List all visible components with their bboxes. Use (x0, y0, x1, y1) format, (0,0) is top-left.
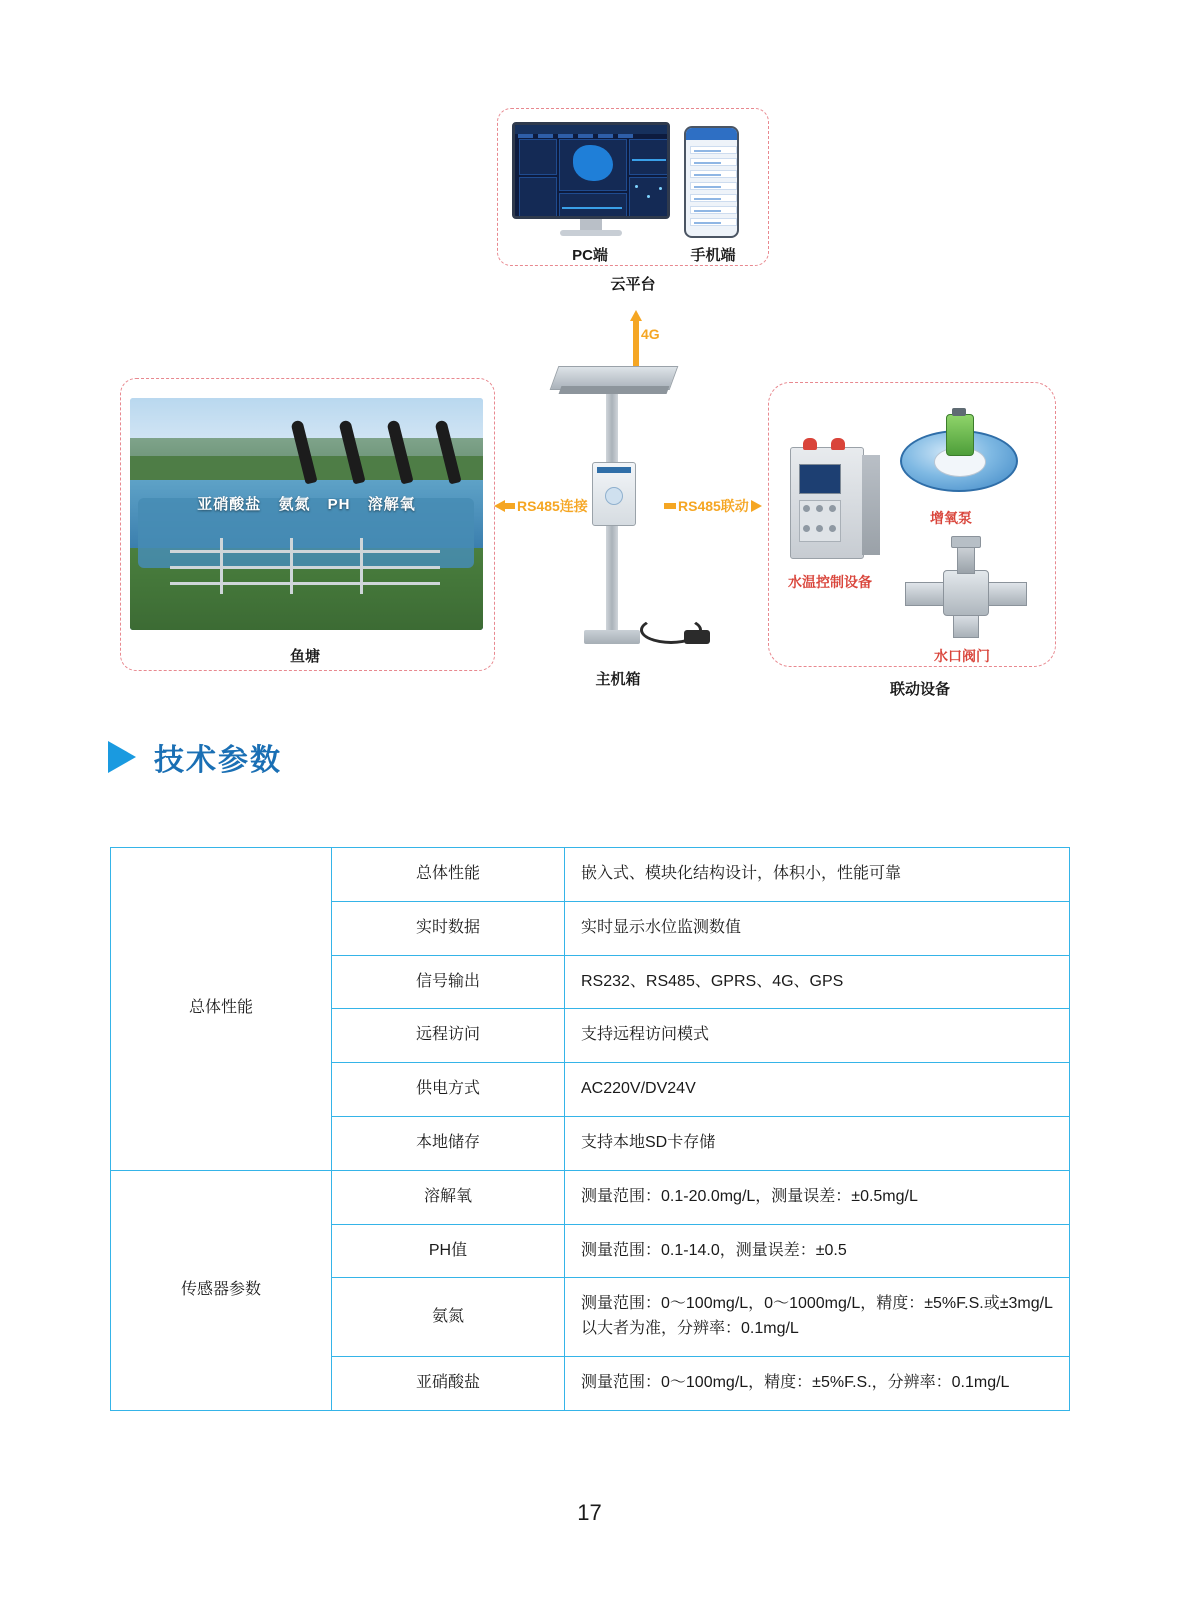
dashboard-dot (635, 185, 638, 188)
param-key: 总体性能 (332, 848, 565, 902)
param-key: 溶解氧 (332, 1170, 565, 1224)
phone-list-item (690, 194, 737, 202)
param-key: 远程访问 (332, 1009, 565, 1063)
section-title: 技术参数 (154, 744, 282, 777)
label-4g: 4G (641, 326, 660, 342)
phone-label: 手机端 (690, 247, 736, 264)
dock-rail (170, 566, 440, 569)
phone-list-item (690, 218, 737, 226)
param-value: 测量范围：0.1-14.0，测量误差：±0.5 (565, 1224, 1070, 1278)
power-cable-icon (640, 612, 710, 648)
valve-pipe-right (983, 582, 1027, 606)
dock-rail (170, 582, 440, 585)
dashboard-chart-line (562, 207, 622, 209)
mobile-phone-illustration (684, 126, 739, 238)
param-value: 测量范围：0.1-20.0mg/L，测量误差：±0.5mg/L (565, 1170, 1070, 1224)
dashboard-panel (519, 139, 557, 175)
page-number: 17 (577, 1500, 602, 1525)
pond-label-nitrite: 亚硝酸盐 (197, 496, 262, 513)
pc-label: PC端 (572, 247, 608, 264)
phone-body (684, 126, 739, 238)
fish-pond-photo (130, 398, 483, 630)
param-value: AC220V/DV24V (565, 1063, 1070, 1117)
dashboard-panel (629, 177, 670, 219)
param-key: 本地储存 (332, 1116, 565, 1170)
param-key: 氨氮 (332, 1278, 565, 1357)
aerator-motor-cap (952, 408, 966, 416)
pond-label-ph: PH (327, 496, 351, 513)
table-row (111, 848, 1070, 902)
dashboard-map (573, 145, 613, 181)
linkage-devices-caption: 联动设备 (889, 681, 950, 698)
host-control-box (592, 462, 636, 526)
param-value: 支持远程访问模式 (565, 1009, 1070, 1063)
dashboard-panel (519, 177, 557, 219)
host-box-header (597, 467, 631, 473)
solar-panel-edge (559, 386, 670, 394)
pole-base-foot (584, 630, 640, 644)
param-value: 嵌入式、模块化结构设计，体积小，性能可靠 (565, 848, 1070, 902)
table-row (111, 1170, 1070, 1224)
dock-rail (170, 550, 440, 553)
group-label-overall: 总体性能 (111, 848, 332, 1171)
dashboard-panel (559, 193, 627, 219)
system-architecture-diagram (0, 0, 1179, 720)
pond-label-do: 溶解氧 (367, 496, 416, 513)
water-temperature-controller-illustration (790, 447, 864, 559)
fish-pond-caption: 鱼塘 (289, 648, 320, 665)
section-header (108, 735, 282, 779)
dashboard-chart-line (632, 159, 666, 161)
water-valve-illustration (905, 540, 1025, 640)
alarm-lamp-icon (831, 438, 845, 450)
monitor-stand-base (560, 230, 622, 236)
dock-post (220, 538, 223, 594)
phone-list-item (690, 146, 737, 154)
controller-knob-panel (799, 500, 841, 542)
controller-side-body (862, 455, 880, 555)
alarm-lamp-icon (803, 438, 817, 450)
dashboard-topbar (515, 125, 667, 134)
pc-monitor-illustration (512, 122, 670, 240)
water-valve-label: 水口阀门 (934, 648, 990, 664)
phone-app-header (686, 128, 737, 140)
water-temperature-controller-label: 水温控制设备 (788, 574, 872, 590)
aerator-pump-illustration (900, 408, 1018, 494)
param-value: 测量范围：0～100mg/L，精度：±5%F.S.，分辨率：0.1mg/L (565, 1356, 1070, 1410)
controller-screen (799, 464, 841, 494)
rs485-linkage-label: RS485联动 (678, 498, 749, 514)
phone-list-item (690, 206, 737, 214)
group-label-sensor: 传感器参数 (111, 1170, 332, 1410)
pond-label-ammonia: 氨氮 (278, 496, 311, 513)
host-box-caption: 主机箱 (595, 671, 641, 688)
param-key: 信号输出 (332, 955, 565, 1009)
play-triangle-icon (108, 741, 136, 773)
param-value: 支持本地SD卡存储 (565, 1116, 1070, 1170)
cloud-platform-label: 云平台 (610, 276, 656, 293)
dashboard-dot (647, 195, 650, 198)
param-value: RS232、RS485、GPRS、4G、GPS (565, 955, 1070, 1009)
aerator-motor (946, 414, 974, 456)
phone-list-item (690, 170, 737, 178)
valve-body (943, 570, 989, 616)
param-key: 实时数据 (332, 901, 565, 955)
param-key: PH值 (332, 1224, 565, 1278)
technical-parameters-table (110, 847, 1070, 1411)
dock-post (360, 538, 363, 594)
param-value: 实时显示水位监测数值 (565, 901, 1070, 955)
dock-post (290, 538, 293, 594)
phone-list-item (690, 158, 737, 166)
dashboard-dot (659, 187, 662, 190)
param-key: 亚硝酸盐 (332, 1356, 565, 1410)
phone-list-item (690, 182, 737, 190)
monitor-screen (512, 122, 670, 219)
param-key: 供电方式 (332, 1063, 565, 1117)
aerator-pump-label: 增氧泵 (930, 510, 972, 526)
param-value: 测量范围：0～100mg/L，0～1000mg/L，精度：±5%F.S.或±3mg/L以大者为准，分辨率：0.1mg/L (565, 1278, 1070, 1357)
rs485-connect-label: RS485连接 (517, 498, 588, 514)
valve-handle (951, 536, 981, 548)
pond-parameter-labels (130, 493, 483, 514)
dashboard-panel (629, 139, 670, 175)
host-box-logo-icon (605, 487, 623, 505)
